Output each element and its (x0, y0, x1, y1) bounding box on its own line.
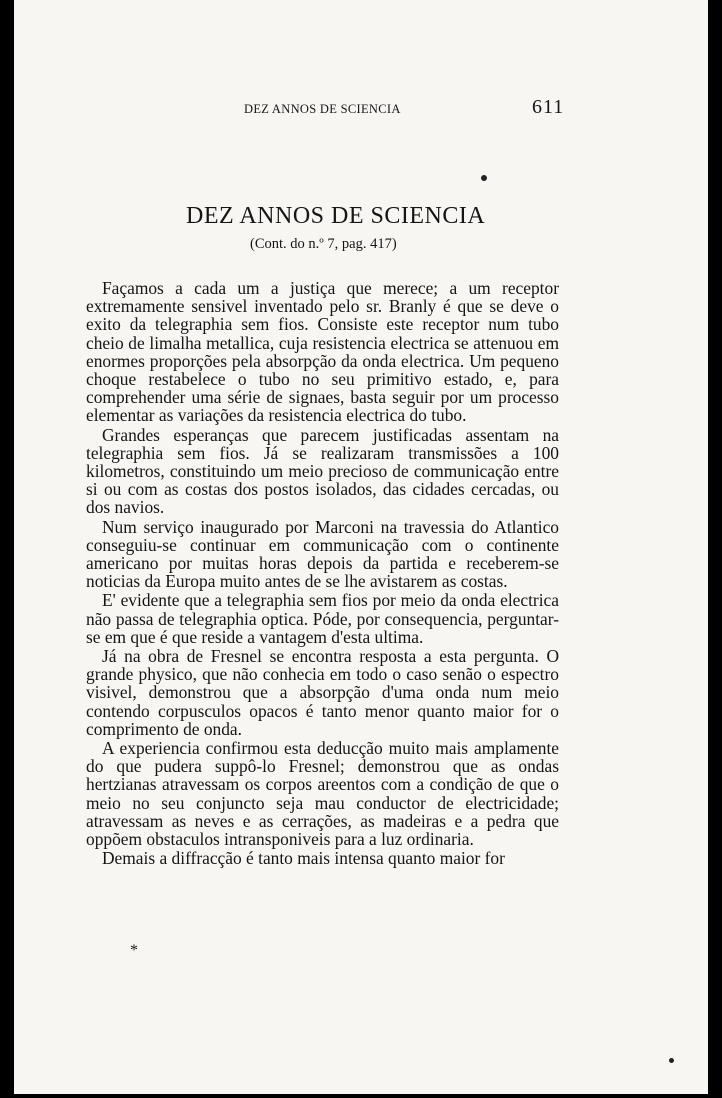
article-body (86, 279, 559, 868)
paragraph: Façamos a cada um a justiça que merece; a um receptor extremamente sensivel inventado pelo sr. Branly é que se deve o exito da telegraphia sem fios. Consiste este receptor num tubo cheio de limalha metallica, cuja resistencia electrica se attenuou em enormes proporções pela absorpção da onda electrica. Um pequeno choque restabelece o tubo no seu primitivo estado, e, para comprehender uma série de signaes, basta seguir por um processo elementar as variações da resistencia electrica do tubo. (86, 278, 559, 426)
book-page (14, 0, 708, 1094)
paragraph: E' evidente que a telegraphia sem fios por meio da onda electrica não passa de telegraphia optica. Póde, por consequencia, perguntar-se em que é que reside a vantagem d'esta ultima. (86, 590, 559, 647)
paragraph: Já na obra de Fresnel se encontra resposta a esta pergunta. O grande physico, que não conhecia em todo o caso senão o espectro visivel, demonstrou que a absorpção d'uma onda num meio contendo corpusculos opacos é tanto menor quanto maior for o comprimento de onda. (86, 646, 559, 739)
paragraph: Grandes esperanças que parecem justificadas assentam na telegraphia sem fios. Já se realizaram transmissões a 100 kilometros, constituindo um meio precioso de communicação entre si ou com as costas dos postos isolados, das cidades cercadas, ou dos navios. (86, 424, 559, 518)
signature-mark: * (130, 942, 138, 959)
page-number: 611 (532, 96, 565, 118)
paragraph: A experiencia confirmou esta deducção muito mais amplamente do que pudera suppô-lo Fresnel; demonstrou que as ondas hertzianas atravessam os corpos areentos com a condição de que o meio no seu conjuncto seja mau conductor de electricidade; atravessam as neves e as cerrações, as madeiras e a pedra que oppõem obstaculos intransponiveis para a luz ordinaria. (86, 738, 559, 850)
ink-speck (669, 1058, 674, 1063)
paragraph: Demais a diffracção é tanto mais intensa quanto maior for (102, 848, 505, 869)
continuation-note: (Cont. do n.º 7, pag. 417) (250, 236, 397, 252)
chapter-title: DEZ ANNOS DE SCIENCIA (186, 203, 486, 229)
running-title: DEZ ANNOS DE SCIENCIA (244, 102, 401, 116)
paragraph: Num serviço inaugurado por Marconi na travessia do Atlantico conseguiu-se continuar em communicação com o continente americano por muitas horas depois da partida e receberem-se noticias da Europa muito antes de se lhe avistarem as costas. (86, 516, 559, 592)
running-header (14, 96, 680, 124)
ink-speck (481, 175, 487, 181)
